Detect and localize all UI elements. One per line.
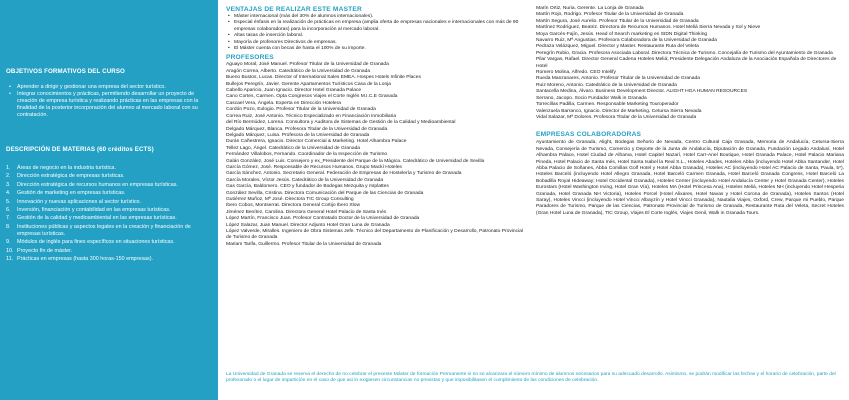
objectives-title: OBJETIVOS FORMATIVOS DEL CURSO <box>6 68 125 75</box>
subject-text: Inversión, financiación y contabilidad en las empresas turísticas. <box>17 206 171 213</box>
subject-item <box>8 173 214 180</box>
left-panel <box>0 0 218 400</box>
subject-number: 2. <box>6 173 11 180</box>
subject-number: 10. <box>6 247 14 254</box>
professor-entry: Mariam Tarifa, Guillermo. Profesor Titular de la Universidad de Granada <box>226 241 382 247</box>
professor-entry: Gutiérrez Muñoz, Mª José. Directora TIC Group Consulting <box>226 196 354 202</box>
professor-entry: Valenzuela Barranco, Ignacio. Director de Marketing. Cetursa Sierra Nevada <box>536 108 702 114</box>
professor-entry: Torrecillas Padilla, Carmen. Responsable Marketing Touroperador <box>536 102 679 108</box>
list-item: • Integrar conocimientos y prácticas, permitiendo desarrollar un proyecto de creación de empresa turística y realizando prácticas en las empresas con la finalidad de la posterior incorporación del alumno al mercado laboral con su contratación. <box>8 91 214 119</box>
professor-entry: López Valverde, Miralles. Ingeniero de Obra Sistemas Jefe. Técnico del Departamento de Planificación y Desarrollo, Patronato Provincial de Turismo de Granada <box>226 229 523 241</box>
professor-entry: Galán González, José Luis. Consejero y ex_Presidente del Parque de la Mágica. Catedrático de Universidad de Sevilla <box>226 158 485 164</box>
advantage-item: • Máster internacional (más del 30% de alumnos internacionales). <box>226 14 528 20</box>
professor-entry: Vidal Salazar, Mª Dolores. Profesora Titular de la Universidad de Granada <box>536 114 697 120</box>
professor-entry: Delgado Márquez, Luisa. Profesora de la Universidad de Granada <box>226 132 370 138</box>
footer-disclaimer: La Universidad de Granada se reserva el derecho de no celebrar el presente Máster de formación Permanente si no se alcanzara el número mínimo de alumnos necesarios para su adecuado desarrollo. Asimismo, se podrán modificar las fechas y el horario de celebración, parte del profesorado o el lugar de impartición en el caso de que asi lo exigiesen circunstancias no previstas y que imposibilitasen el cumplimiento de las condiciones de celebración. <box>226 372 836 384</box>
subject-text: Prácticas en empresas (hasta 300 horas-150 empresas). <box>17 255 154 262</box>
advantages-title: VENTAJAS DE REALIZAR ESTE MASTER <box>226 6 362 13</box>
subject-number: 1. <box>6 165 11 171</box>
professor-entry: Ruiz Moreno, Antonio. Catedrático de la Universidad de Granada <box>536 82 677 88</box>
professor-entry: Pedraza Velázquez, Miguel. Director y Master. Restaurante Ruta del Veleta <box>536 44 699 50</box>
subject-number: 6. <box>6 206 11 213</box>
companies-text: Ayuntamiento de Granada, Alight, Bodegas Señorío de Nevada, Centro Cultural Caja Granada, Memoria de Andalucía, Cetursa-Sierra Nevada, Consejería de Turismo, Comercio y Deporte de la Junta de Andalucía, Diputación de Granada, Fundación Legado Andalusí, Hotel Alhambra Palace, Hotel Ciudad de Alhama, Hotel Capitel Nazarí, Hotel Carr-Anel Boutique, Hotel Granada Palace, Hotel Palacio Mariana Pineda, Hotel Palacio de Santa Inés, Hotel Santa Isabel la Real S.L., Hoteles Abades, Hoteles Abba (incluyendo Hotel Abba Santander, Hotel Abba Palacio de Soñanes, Abba Comillas Golf Hotel y Hotel Abba Granada), Hoteles AC (incluyendo Hotel AC Palacio de Santa, Paula, 5*), Hoteles Barceló (incluyendo Hotel Allegro Granada, Hotel Barceló Carmen Granada, Hotel Barceló Granada Congress, Hotel Barceló La Bobadilla Royal Hideaway; Hotel Occidental Granada), Hoteles Center (incluyendo Hotel Andalucía Center y Hotel Granada Center), Hoteles Eurostars (Hotel Washington Irving, Hotel Gran Vía), Hoteles MA (Hotel Princesa Ana), Hoteles Meliá, Hoteles NH (incluyendo Hotel Hesperia Granada, Hotel Granada NH Victoria), Hoteles Porcel (Hotel Alixares, Hotel Navas y Hotel Corona de Granada), Hoteles Santos (Hotel Saray), Hoteles Vincci (incluyendo Hotel Vincci Albayzín y Hotel Vincci Granada), Nautalia Viajes, Oxford, Crew, Parque mi Pueblo, Parque Paradores de Turismo, Parque de las Ciencias, Patronato Provincial de Turismo de Granada, Restaurante Ruta del Veleta, Secret Hoteles (Gran Hotel Luna de Granada), TIC Group, Viajes El Corte Inglés, Viajes Genil, Walk in Granada Tours. <box>536 140 844 216</box>
subject-number: 9. <box>6 239 11 246</box>
professor-entry: Moya Garcés-Fajín, Jesús. Head of Search marketing en SIDN Digital Thinking <box>536 31 708 37</box>
professor-entry: García Sánchez, Antonio. Secretario General. Federación de Empresas de Hostelería y Turismo de Granada <box>226 171 462 177</box>
subject-number: 5. <box>6 198 11 205</box>
professor-entry: Cano Cortes, Carmen. Opta Congresos Viajes el Corte Inglés M.I.C.E Granada <box>226 94 398 100</box>
professor-entry: García Gómez, José. Responsable de Recursos Humanos. Grupo Mackí Hoteles <box>226 164 402 170</box>
subject-item <box>8 182 214 189</box>
professor-entry: García Morales, Víctor Jesús. Catedrático de la Universidad de Granada <box>226 177 384 183</box>
professor-entry: López Martín, Francisco Juan. Profesor Contratado Doctor de la Universidad de Granada <box>226 216 420 222</box>
professor-entry: Gas García, Baldomero. CEO y fundador de Bodegas Mezquita y mIplattes <box>226 184 389 190</box>
professor-entry: Delgado Márquez, Blanca. Profesora Titular de la Universidad de Granada <box>226 126 388 132</box>
professor-entry: Ibero Cobos, Montserrat. Directora General Cortijo Ibero Slow <box>226 203 361 209</box>
subject-item <box>8 190 214 197</box>
professor-entry: Aguayo Moral, José Manuel. Profesor Titular de la Universidad de Granada <box>226 62 389 68</box>
subject-item <box>8 199 214 206</box>
professor-entry: Romero Molina, Alfredo. CEO Intelify <box>536 70 616 76</box>
subject-item <box>8 224 214 238</box>
subject-text: Módulos de inglés para fines específicos en situaciones turísticas. <box>17 239 175 246</box>
professor-entry: Martín Segura, José Aurelio. Profesor Titular de la Universidad de Granada <box>536 18 699 24</box>
objectives-list <box>8 84 214 119</box>
professor-entry: Peregrín Rubio, Gracia. Profesora Asociada Laboral. Directora Técnica de Turismo. Concejalía de Turismo del Ayuntamiento de Granada <box>536 50 833 56</box>
advantage-item: • Mayoría de profesores Directivos de empresas. <box>226 40 528 46</box>
right-column <box>536 6 844 217</box>
subject-number: 3. <box>6 181 11 188</box>
advantages-list <box>226 14 528 52</box>
subject-item <box>8 165 214 172</box>
professors-list <box>226 62 528 248</box>
professor-entry: Serrano, Jacopo. Socio Fundador Walk in Granada <box>536 95 647 101</box>
subjects-title: DESCRIPCIÓN DE MATERIAS (60 créditos ECTS) <box>6 146 154 153</box>
professor-entry: Marín Ortiz, Nuria. Gerente. La Lonja de Granada <box>536 6 644 11</box>
middle-column <box>226 6 528 248</box>
subject-text: Gestión de la calidad y medioambiental en las empresas turísticas. <box>17 215 177 222</box>
professor-entry: Navarro Ruiz, Mª Angustias. Profesora Colaboradora de la Universidad de Granada <box>536 38 717 44</box>
subject-item <box>8 256 214 263</box>
subject-item <box>8 248 214 255</box>
professors-list-continued <box>536 6 844 121</box>
subjects-list <box>8 165 214 264</box>
subject-text: Gestión de marketing en empresas turísticas. <box>17 190 126 197</box>
subject-text: Instituciones públicas y aspectos legales en la creación y financiación de empresas turísticas. <box>17 223 191 237</box>
professor-entry: Martínez Rodríguez, Beatriz. Directora de Recursos Humanos. Hotel Meliá Sierra Nevada y Sol y Nieve <box>536 25 761 31</box>
professors-title: PROFESORES <box>226 54 274 62</box>
professor-entry: Santacella Medina, Álvaro. Business Development Director. ALIGHT HGA HUMAN RESOURCES <box>536 89 748 95</box>
professor-entry: Bueno Bustos, Lucas. Director of International Sales EMEA. Hospes Hotels Infinite Places <box>226 75 421 81</box>
subject-number: 7. <box>6 215 11 222</box>
subject-text: Proyecto fin de máster. <box>17 247 73 254</box>
professor-entry: del Río Bermúdez, Lorena. Consultora y Auditora de Sistemas de Gestión de la Calidad y Medioambiental <box>226 120 456 126</box>
professor-entry: Bullejos Peregrín, Javier. Gerente Apartamentos Turísticos Casa de la Lonja <box>226 81 392 87</box>
professor-entry: Correa Ruiz, José Antonio. Técnico Especializado en Financiación Inmobiliaria <box>226 113 397 119</box>
professor-entry: Tellez Lago, Ángel. Catedrático de la Universidad de Granada <box>226 145 361 151</box>
professor-entry: Pilar Vargas, Rafael. Director General Cadena Hoteles Meliá; Presidente Delegación Andaluza de la Asociación Española de Directores de Hotel <box>536 57 837 69</box>
professor-entry: Cordón Pozo, Eulogio. Profesor Titular de la Universidad de Granada <box>226 107 376 113</box>
subject-number: 11. <box>6 255 14 262</box>
professor-entry: Fernández Villalobos, Fernando. Coordinador de la Inspección de Turismo <box>226 152 388 158</box>
professor-entry: Aragón Correa, Alberto. Catedrático de la Universidad de Granada <box>226 68 371 74</box>
professor-entry: Durán Cañestrera, Ignacio. Director Comercial & Marketing. Hotel Alhambra Palace <box>226 139 407 145</box>
subject-item <box>8 239 214 246</box>
professor-entry: Martín Rojo, Rodrigo. Profesor Titular de la Universidad de Granada <box>536 12 684 18</box>
professor-entry: Cabello Aparicio, Juan Ignacio. Director Hotel Granada Palace <box>226 88 362 94</box>
professor-entry: Cascael Vera, Ángela. Experta en Dirección Hotelera <box>226 100 341 106</box>
professor-entry: Jiménez Benítez, Carolina. Directora General Hotel Palacio de Santa Inés <box>226 209 387 215</box>
subject-number: 8. <box>6 223 11 230</box>
subject-text: Dirección estratégica de empresas turísticas. <box>17 173 125 180</box>
professor-entry: González Sevilla, Cristina. Directora Comunicación del Parque de las Ciencias de Granada <box>226 190 424 196</box>
advantage-item: • El Máster cuenta con becas de hasta el 100% de su importe. <box>226 46 528 52</box>
subject-number: 4. <box>6 190 11 197</box>
subject-text: Dirección estratégica de recursos humanos en empresas turísticas. <box>17 181 178 188</box>
subject-item <box>8 207 214 214</box>
professor-entry: Rueda Manzanares, Antonio. Profesor Titular de la Universidad de Granada <box>536 76 700 82</box>
subject-text: Áreas de negocio en la industria turística. <box>17 165 116 171</box>
advantage-item: • Especial énfasis en la realización de prácticas en empresa (amplia oferta de empresas nacionales e internacionales con más de 90 empresas colaboradoras) para la incorporación al mercado laboral. <box>226 20 528 33</box>
list-item: • Aprender a dirigir y gestionar una empresa del sector turístico. <box>8 84 214 91</box>
professor-entry: López Salazar, Juan Manuel. Director Adjunto Hotel Gran Luna de Granada <box>226 222 390 228</box>
companies-title: EMPRESAS COLABORADORAS <box>536 131 642 139</box>
subject-text: Innovación y nuevas aplicaciones al sector turístico. <box>17 198 142 205</box>
subject-item <box>8 215 214 222</box>
advantage-item: • Altas tasas de inserción laboral. <box>226 33 528 39</box>
